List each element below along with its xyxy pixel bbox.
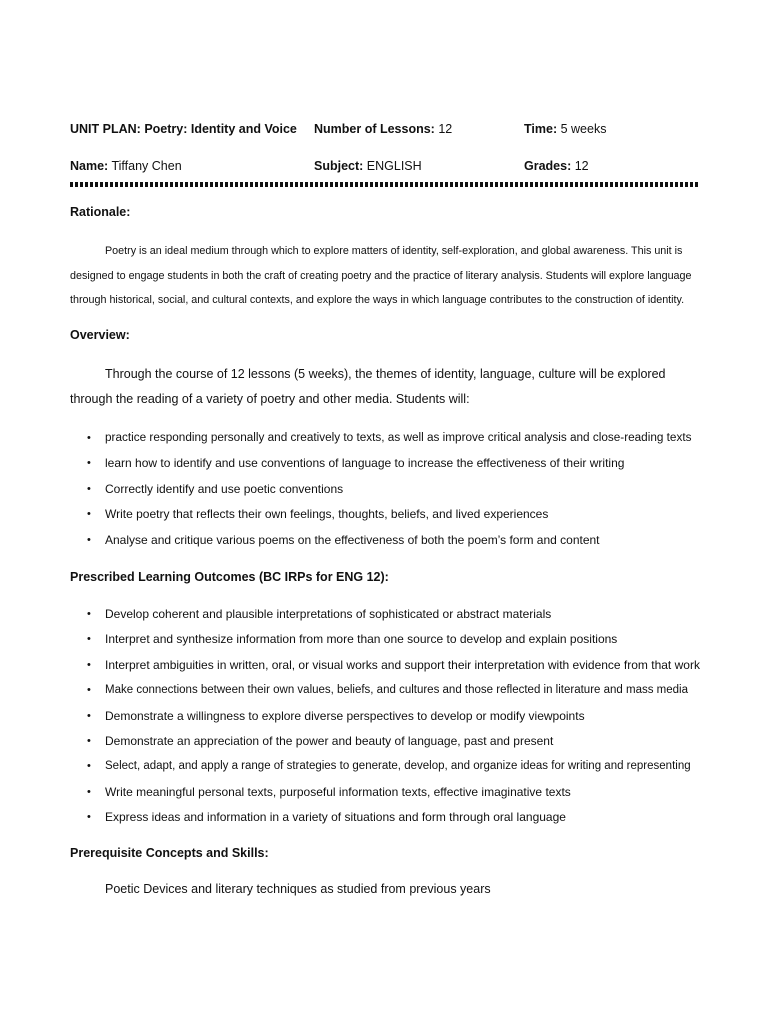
unit-plan-field [70, 122, 297, 136]
grades-label: Grades: [524, 159, 572, 173]
document-page [70, 0, 700, 1024]
list-item: • learn how to identify and use conventions of language to increase the effectiveness of their writing [70, 453, 700, 478]
name-field [70, 159, 182, 173]
bullet-icon: • [87, 432, 91, 444]
time-label: Time: [524, 122, 558, 136]
bullet-icon: • [87, 482, 91, 495]
unit-plan-label: UNIT PLAN: [70, 122, 141, 136]
bullet-icon: • [87, 760, 91, 773]
list-item: • Select, adapt, and apply a range of strategies to generate, develop, and organize ideas for writing and representing [70, 756, 700, 781]
list-item: • Make connections between their own values, beliefs, and cultures and those reflected in literature and mass media [70, 680, 700, 705]
list-item: • practice responding personally and creatively to texts, as well as improve critical analysis and close-reading texts [70, 428, 700, 453]
list-item: • Correctly identify and use poetic conventions [70, 479, 700, 504]
outcomes-bullet-list [70, 604, 700, 833]
time-field [524, 122, 606, 136]
grades-value: 12 [574, 159, 589, 173]
header-divider [70, 182, 700, 187]
list-item: • Express ideas and information in a variety of situations and form through oral language [70, 807, 700, 832]
subject-value: ENGLISH [366, 159, 422, 173]
prerequisites-heading: Prerequisite Concepts and Skills: [70, 846, 269, 860]
bullet-icon: • [87, 709, 91, 722]
bullet-icon: • [87, 785, 91, 798]
overview-bullet-list [70, 428, 700, 555]
list-item: • Write meaningful personal texts, purposeful information texts, effective imaginative texts [70, 782, 700, 807]
bullet-icon: • [87, 734, 91, 747]
subject-field [314, 159, 422, 173]
name-value: Tiffany Chen [111, 159, 182, 173]
list-item: • Demonstrate an appreciation of the power and beauty of language, past and present [70, 731, 700, 756]
unit-plan-value: Poetry: Identity and Voice [144, 122, 297, 136]
rationale-heading: Rationale: [70, 205, 131, 219]
lessons-label: Number of Lessons: [314, 122, 435, 136]
bullet-icon: • [87, 533, 91, 546]
overview-heading: Overview: [70, 328, 130, 342]
list-item: • Interpret and synthesize information from more than one source to develop and explain positions [70, 629, 700, 654]
list-item: • Write poetry that reflects their own feelings, thoughts, beliefs, and lived experiences [70, 504, 700, 529]
bullet-icon: • [87, 633, 91, 646]
header-row-2 [70, 159, 700, 179]
list-item: • Develop coherent and plausible interpretations of sophisticated or abstract materials [70, 604, 700, 629]
bullet-icon: • [87, 658, 91, 671]
prerequisites-text: Poetic Devices and literary techniques as studied from previous years [105, 882, 491, 896]
grades-field [524, 159, 589, 173]
rationale-paragraph: Poetry is an ideal medium through which to explore matters of identity, self-exploration, and global awareness. This unit is designed to engage students in both the craft of creating poetry and the practice of literary analysis. Students will explore language through historical, social, and cultural contexts, and explore the ways in which language contributes to the construction of identity. [70, 245, 692, 306]
list-item: • Interpret ambiguities in written, oral, or visual works and support their interpretation with evidence from that work [70, 655, 700, 680]
header-row-1 [70, 122, 700, 142]
time-value: 5 weeks [560, 122, 607, 136]
lessons-field [314, 122, 452, 136]
list-item: • Analyse and critique various poems on the effectiveness of both the poem’s form and content [70, 530, 700, 555]
name-label: Name: [70, 159, 109, 173]
subject-label: Subject: [314, 159, 364, 173]
list-item: • Demonstrate a willingness to explore diverse perspectives to develop or modify viewpoints [70, 706, 700, 731]
bullet-icon: • [87, 508, 91, 521]
lessons-value: 12 [438, 122, 453, 136]
outcomes-heading: Prescribed Learning Outcomes (BC IRPs for ENG 12): [70, 570, 389, 584]
overview-paragraph: Through the course of 12 lessons (5 weeks), the themes of identity, language, culture will be explored through the reading of a variety of poetry and other media. Students will: [70, 367, 666, 406]
bullet-icon: • [87, 457, 91, 470]
bullet-icon: • [87, 811, 91, 824]
bullet-icon: • [87, 684, 91, 697]
bullet-icon: • [87, 608, 91, 620]
